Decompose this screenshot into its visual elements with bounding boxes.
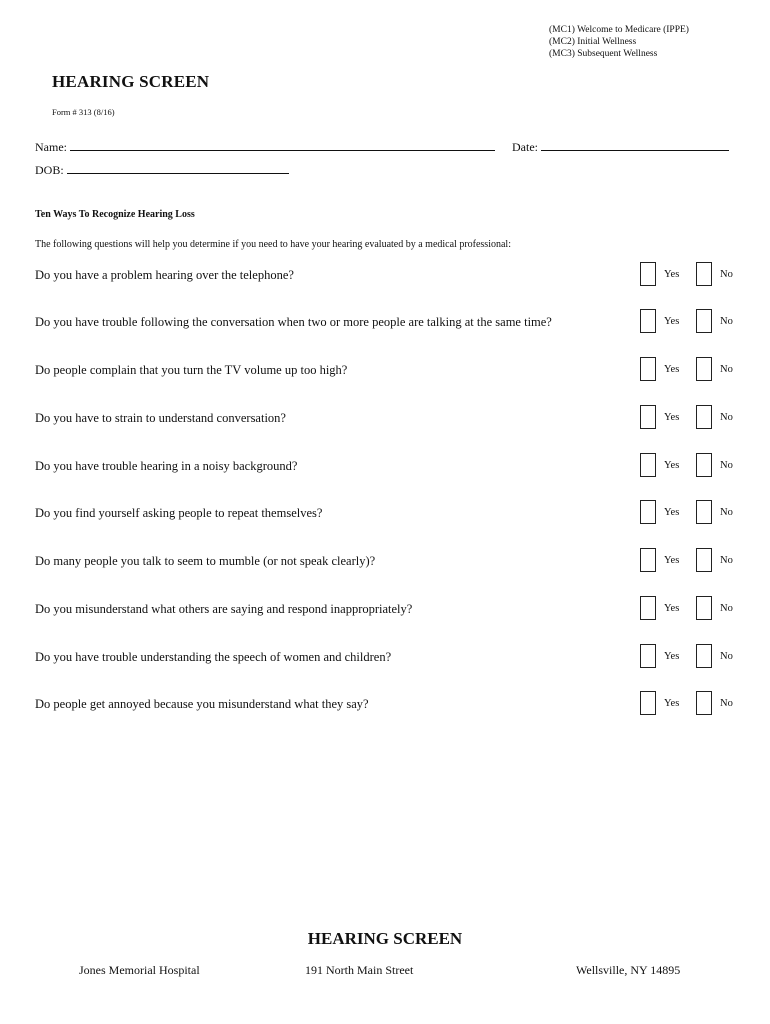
yes-label: Yes [664, 460, 680, 471]
no-checkbox[interactable] [696, 357, 712, 381]
question-row [35, 691, 770, 721]
question-row [35, 548, 770, 578]
footer-hospital: Jones Memorial Hospital [79, 963, 200, 977]
question-row [35, 500, 770, 530]
medicare-codes-list [549, 24, 689, 60]
question-row [35, 357, 770, 387]
no-checkbox[interactable] [696, 548, 712, 572]
footer-city: Wellsville, NY 14895 [576, 963, 681, 977]
yes-checkbox[interactable] [640, 309, 656, 333]
yes-checkbox[interactable] [640, 405, 656, 429]
no-label: No [720, 651, 733, 662]
no-checkbox[interactable] [696, 309, 712, 333]
yes-checkbox[interactable] [640, 548, 656, 572]
question-text: Do you have trouble following the conversation when two or more people are talking at the same time? [35, 315, 552, 329]
date-field[interactable] [512, 138, 729, 155]
no-label: No [720, 603, 733, 614]
yes-label: Yes [664, 364, 680, 375]
no-label: No [720, 507, 733, 518]
yes-checkbox[interactable] [640, 500, 656, 524]
no-label: No [720, 364, 733, 375]
mc-code-2: (MC2) Initial Wellness [549, 37, 637, 47]
yes-label: Yes [664, 412, 680, 423]
yes-checkbox[interactable] [640, 453, 656, 477]
date-input-line[interactable] [541, 138, 729, 151]
yes-label: Yes [664, 651, 680, 662]
no-label: No [720, 698, 733, 709]
question-text: Do you have trouble understanding the speech of women and children? [35, 650, 392, 664]
page-title: HEARING SCREEN [52, 72, 210, 91]
no-label: No [720, 269, 733, 280]
yes-checkbox[interactable] [640, 691, 656, 715]
dob-field[interactable] [35, 161, 289, 178]
footer-address: 191 North Main Street [305, 963, 414, 977]
name-field[interactable] [35, 138, 495, 155]
no-label: No [720, 460, 733, 471]
yes-checkbox[interactable] [640, 596, 656, 620]
form-number: Form # 313 (8/16) [52, 107, 115, 117]
yes-checkbox[interactable] [640, 644, 656, 668]
no-checkbox[interactable] [696, 644, 712, 668]
name-input-line[interactable] [70, 138, 495, 151]
yes-label: Yes [664, 603, 680, 614]
no-checkbox[interactable] [696, 453, 712, 477]
section-heading: Ten Ways To Recognize Hearing Loss [35, 209, 195, 220]
yes-label: Yes [664, 507, 680, 518]
question-row [35, 405, 770, 435]
yes-checkbox[interactable] [640, 262, 656, 286]
mc-code-1: (MC1) Welcome to Medicare (IPPE) [549, 25, 689, 35]
yes-label: Yes [664, 316, 680, 327]
question-text: Do people complain that you turn the TV volume up too high? [35, 363, 348, 377]
question-row [35, 644, 770, 674]
question-row [35, 309, 770, 339]
yes-label: Yes [664, 269, 680, 280]
no-label: No [720, 412, 733, 423]
footer-title: HEARING SCREEN [307, 929, 463, 948]
question-text: Do you find yourself asking people to repeat themselves? [35, 506, 323, 520]
no-checkbox[interactable] [696, 262, 712, 286]
no-checkbox[interactable] [696, 405, 712, 429]
question-text: Do you have to strain to understand conversation? [35, 411, 286, 425]
no-label: No [720, 555, 733, 566]
question-text: Do you misunderstand what others are saying and respond inappropriately? [35, 602, 413, 616]
question-row [35, 596, 770, 626]
mc-code-3: (MC3) Subsequent Wellness [549, 49, 658, 59]
no-checkbox[interactable] [696, 691, 712, 715]
question-row [35, 453, 770, 483]
question-text: Do many people you talk to seem to mumble (or not speak clearly)? [35, 554, 376, 568]
question-text: Do you have a problem hearing over the telephone? [35, 268, 294, 282]
dob-input-line[interactable] [67, 161, 289, 174]
yes-checkbox[interactable] [640, 357, 656, 381]
question-text: Do you have trouble hearing in a noisy background? [35, 459, 298, 473]
date-label: Date: [512, 140, 538, 154]
yes-label: Yes [664, 555, 680, 566]
dob-label: DOB: [35, 163, 64, 177]
no-checkbox[interactable] [696, 596, 712, 620]
yes-label: Yes [664, 698, 680, 709]
no-label: No [720, 316, 733, 327]
no-checkbox[interactable] [696, 500, 712, 524]
section-intro: The following questions will help you determine if you need to have your hearing evaluated by a medical professional: [35, 239, 511, 250]
name-label: Name: [35, 140, 67, 154]
question-text: Do people get annoyed because you misunderstand what they say? [35, 697, 369, 711]
question-row [35, 262, 770, 292]
